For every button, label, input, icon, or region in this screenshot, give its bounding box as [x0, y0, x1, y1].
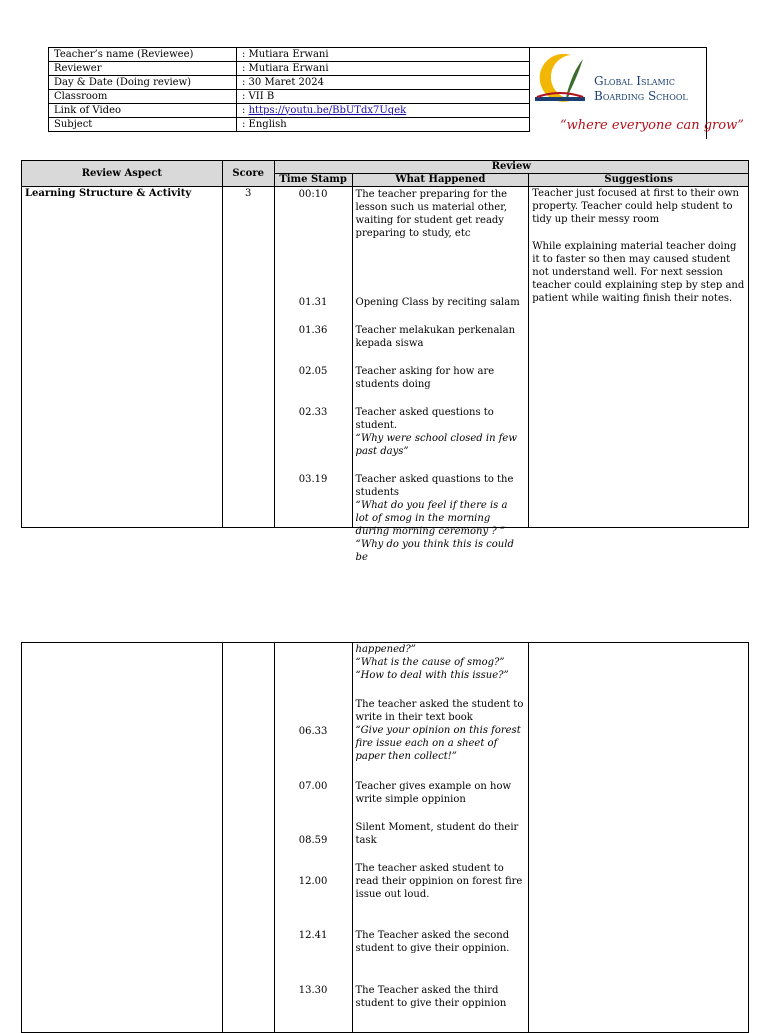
- timestamp: 01.36: [298, 325, 328, 336]
- event-text: The Teacher asked the second student to give their oppinion.: [355, 930, 510, 954]
- school-name-line2: Boarding School: [594, 89, 688, 103]
- timestamp: 02.33: [298, 407, 328, 418]
- event-text: Teacher gives example on how write simple oppinion: [355, 781, 512, 805]
- school-name: [594, 74, 688, 104]
- suggestion-text: Teacher just focused at first to their own property. Teacher could help student to tidy up their messy room: [532, 188, 739, 225]
- event-text: Teacher asking for how are students doing: [355, 366, 495, 390]
- info-row: [49, 48, 530, 62]
- timestamp: 08.59: [298, 835, 328, 846]
- timestamp: 07.00: [298, 781, 328, 792]
- header-review-aspect: Review Aspect: [22, 161, 223, 187]
- info-row: [49, 62, 530, 76]
- timestamp-column: [274, 643, 352, 1033]
- info-value: : English: [237, 118, 530, 132]
- info-value: : Mutiara Erwani: [237, 62, 530, 76]
- video-link[interactable]: https://youtu.be/BbUTdx7Uqek: [248, 104, 407, 116]
- event-quote-continued: [356, 643, 524, 682]
- info-row: [49, 76, 530, 90]
- event-text: [356, 473, 524, 564]
- info-table: [48, 47, 530, 132]
- review-table: [21, 160, 749, 563]
- event-quote: “What do you feel if there is a lot of smog in the morning during morning ceremony ? ”: [355, 500, 508, 537]
- info-value: : VII B: [237, 90, 530, 104]
- score-cell: 3: [222, 187, 274, 528]
- event-text: [356, 406, 524, 458]
- info-label: Teacher’s name (Reviewee): [49, 48, 237, 62]
- event-text-line: Teacher asked questions to student.: [355, 407, 494, 431]
- event-text-line: Teacher asked quastions to the students: [355, 474, 514, 498]
- event-quote: “Give your opinion on this forest fire issue each on a sheet of paper then collect!”: [355, 725, 521, 762]
- review-aspect-cell: Learning Structure & Activity: [22, 187, 223, 528]
- event-quote: “Why were school closed in few past days”: [355, 433, 517, 457]
- school-logo-icon: [531, 49, 593, 111]
- event-quote: “Why do you think this is could be: [355, 539, 514, 563]
- timestamp: 02.05: [298, 366, 328, 377]
- school-name-line1: Global Islamic: [594, 74, 676, 88]
- info-label: Day & Date (Doing review): [49, 76, 237, 90]
- suggestions-cell: [529, 187, 749, 528]
- header-what-happened: What Happened: [352, 174, 529, 187]
- header-score: Score: [222, 161, 274, 187]
- timestamp: 12.41: [298, 930, 328, 941]
- timestamp: 03.19: [298, 474, 328, 485]
- event-text: Teacher melakukan perkenalan kepada siswa: [355, 325, 516, 349]
- school-tagline: “where everyone can grow”: [560, 118, 744, 133]
- review-aspect-cell: [22, 643, 223, 1033]
- info-row: [49, 90, 530, 104]
- info-label: Subject: [49, 118, 237, 132]
- event-text: The teacher preparing for the lesson such us material other, waiting for student get ready preparing to study, etc: [355, 189, 508, 239]
- event-text-line: The teacher asked the student to write in their text book: [355, 699, 524, 723]
- header-time-stamp: Time Stamp: [274, 174, 352, 187]
- info-label: Reviewer: [49, 62, 237, 76]
- timestamp: 12.00: [298, 876, 328, 887]
- event-quote: happened?”: [355, 644, 416, 655]
- info-value: : Mutiara Erwani: [237, 48, 530, 62]
- suggestion-text: While explaining material teacher doing it to faster so then may caused student not understand well. For next session teacher could explaining step by step and patient while waiting finish their notes.: [532, 241, 745, 304]
- what-happened-column: [352, 643, 529, 1033]
- timestamp: 13.30: [298, 985, 328, 996]
- event-text: Opening Class by reciting salam: [355, 297, 520, 308]
- info-row: [49, 104, 530, 118]
- timestamp-column: [274, 187, 352, 528]
- header-review: Review: [274, 161, 748, 174]
- event-text: The teacher asked student to read their oppinion on forest fire issue out loud.: [355, 863, 523, 900]
- header-suggestions: Suggestions: [529, 174, 749, 187]
- info-label: Classroom: [49, 90, 237, 104]
- event-quote: “How to deal with this issue?”: [355, 670, 509, 681]
- event-quote: “What is the cause of smog?”: [355, 657, 505, 668]
- info-value: : 30 Maret 2024: [237, 76, 530, 90]
- score-cell: [222, 643, 274, 1033]
- suggestions-cell: [529, 643, 749, 1033]
- review-table-continued: [21, 642, 749, 1033]
- timestamp: 01.31: [298, 297, 328, 308]
- event-text: The Teacher asked the third student to give their oppinion: [355, 985, 507, 1009]
- info-value: [237, 104, 530, 118]
- timestamp: 06.33: [298, 726, 328, 737]
- event-text: [356, 698, 524, 763]
- event-text: Silent Moment, student do their task: [355, 822, 519, 846]
- info-row: [49, 118, 530, 132]
- timestamp: 00:10: [298, 189, 328, 200]
- link-prefix: :: [242, 104, 249, 116]
- what-happened-column: [352, 187, 529, 563]
- info-label: Link of Video: [49, 104, 237, 118]
